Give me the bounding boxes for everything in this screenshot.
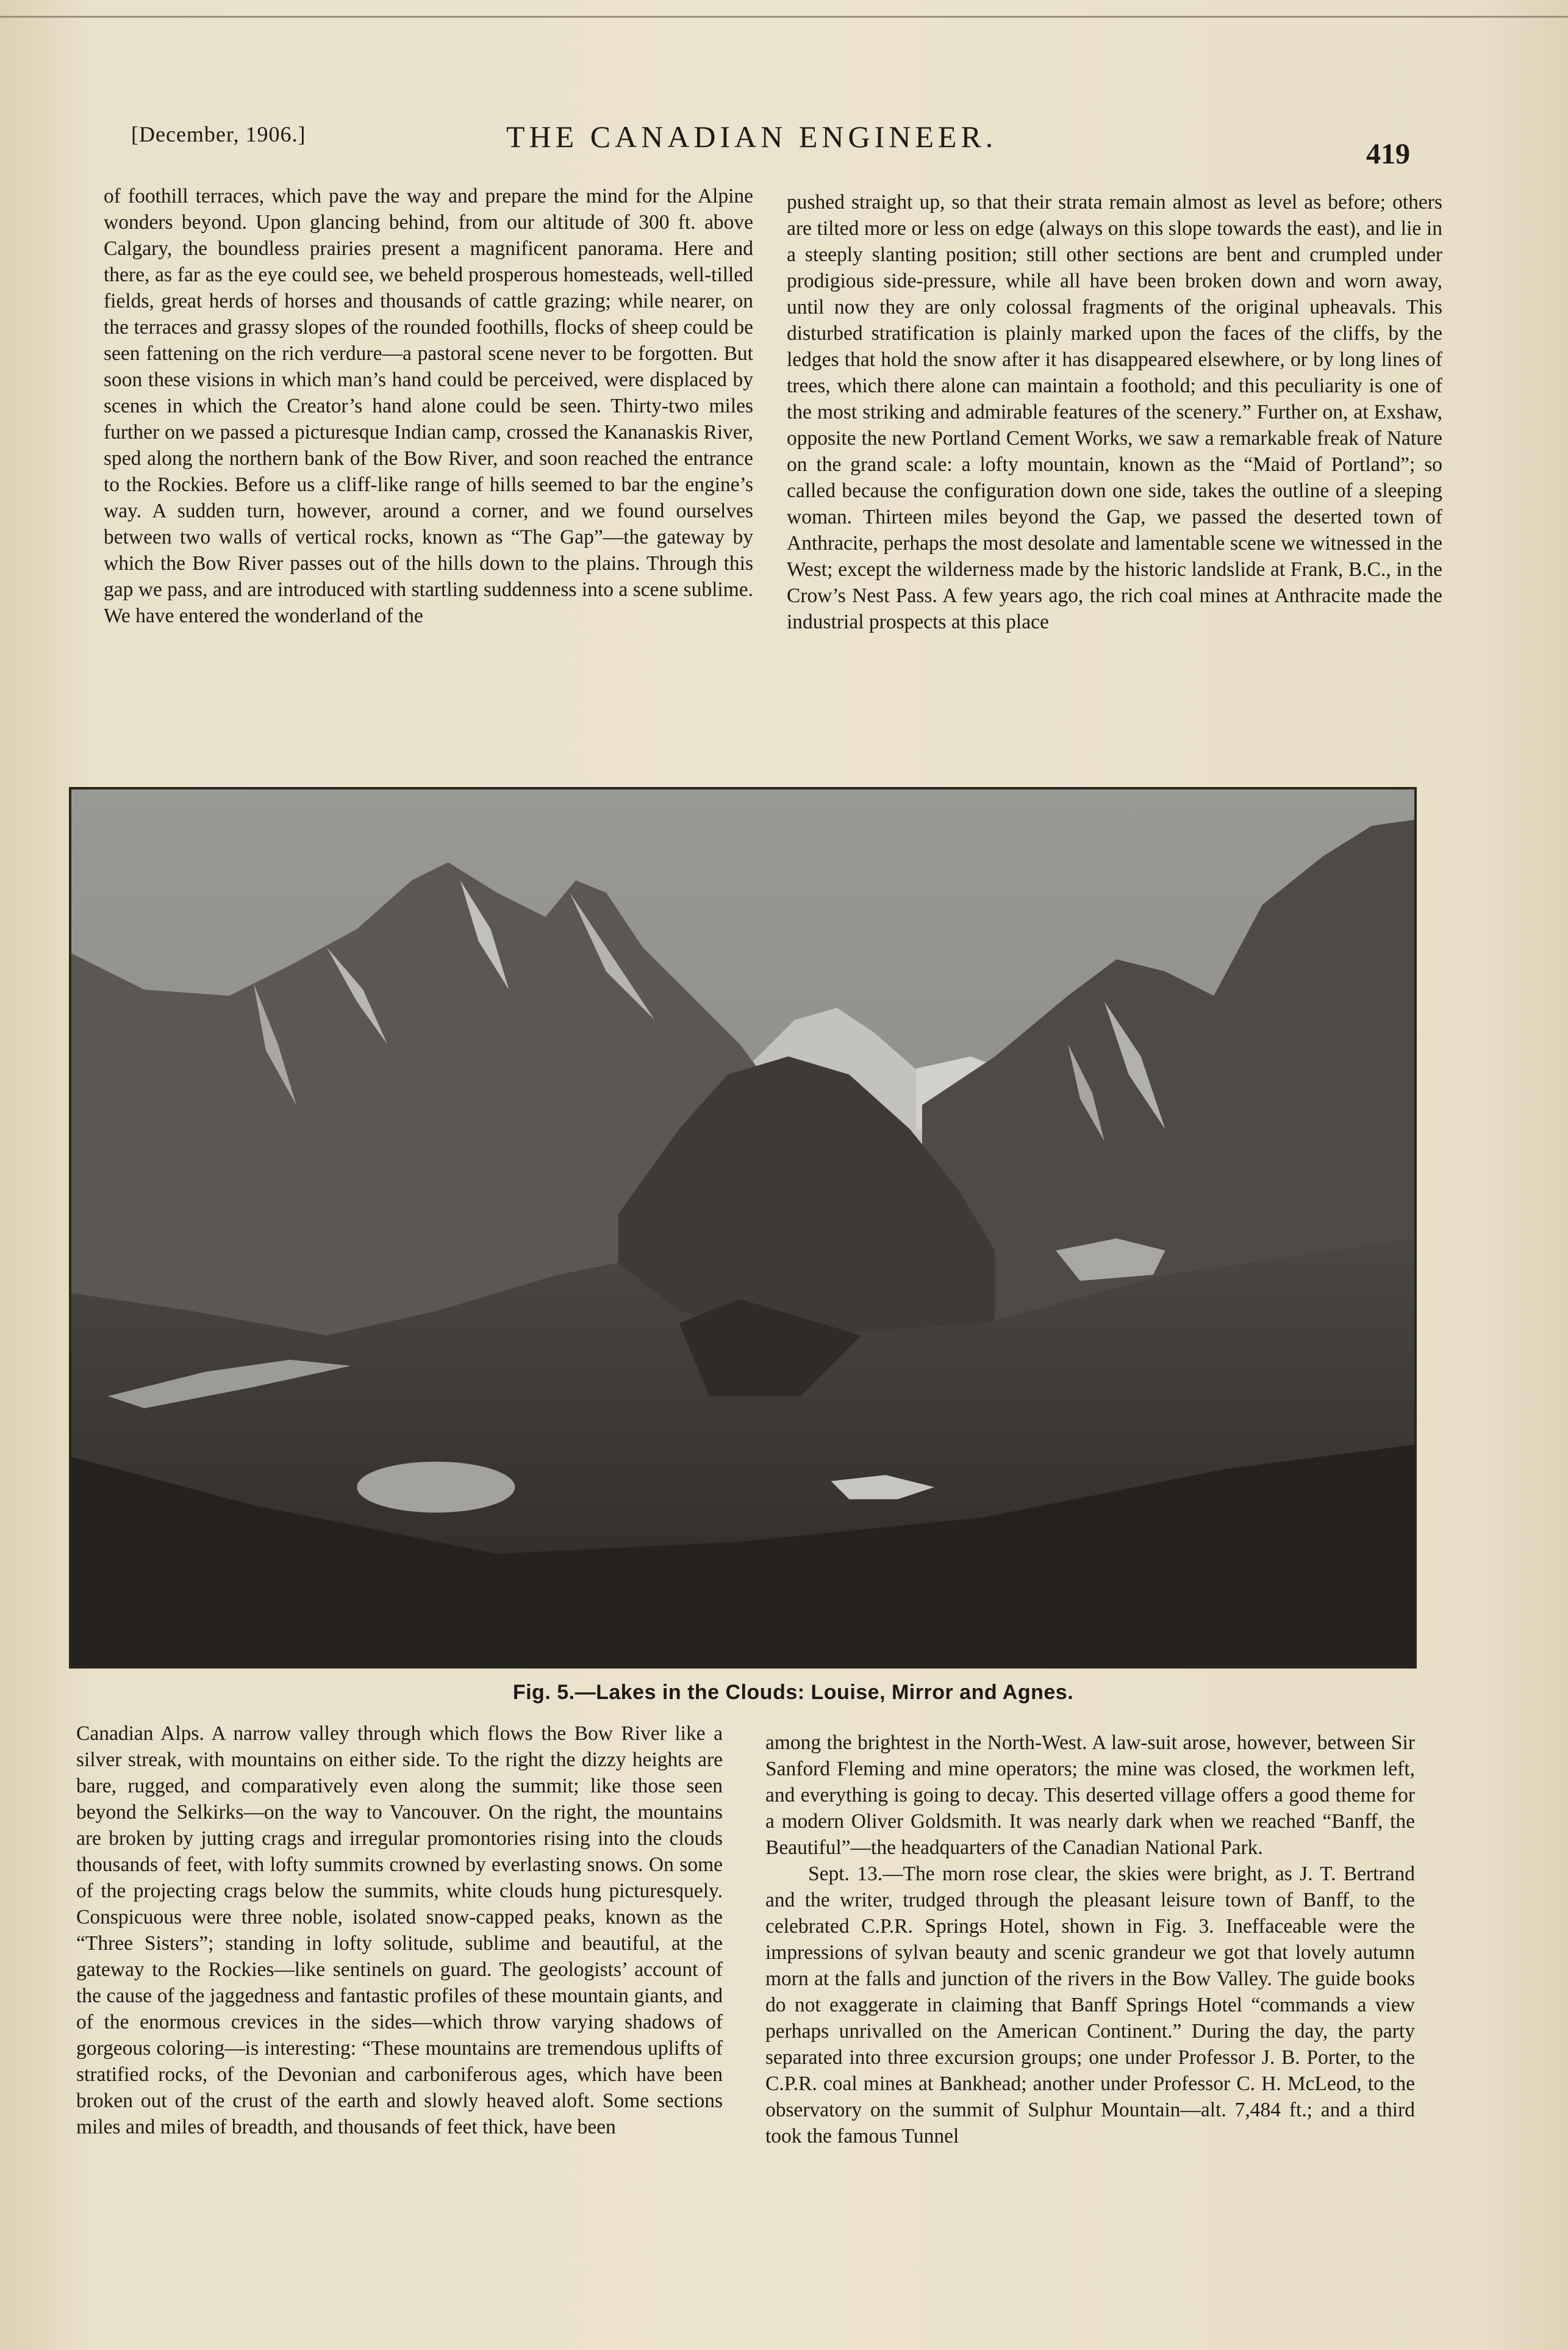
mountain-landscape-image xyxy=(71,789,1414,1666)
column-top-right xyxy=(787,189,1442,635)
figure-caption-text: —Lakes in the Clouds: Louise, Mirror and Agnes. xyxy=(575,1681,1074,1704)
figure-photo-mountain-lakes xyxy=(69,787,1417,1669)
column-bottom-left xyxy=(76,1720,723,2140)
paragraph: of foothill terraces, which pave the way and prepare the mind for the Alpine wonders beyond. Upon glancing behind, from our altitude of 300 ft. above Calgary, the boundless prairies present a magnificent panorama. Here and there, as far as the eye could see, we beheld prosperous homesteads, well-tilled fields, great herds of horses and thousands of cattle grazing; while nearer, on the terraces and grassy slopes of the rounded foothills, flocks of sheep could be seen fattening on the rich verdure—a pastoral scene never to be forgotten. But soon these visions in which man’s hand could be perceived, were displaced by scenes in which the Creator’s hand alone could be seen. Thirty-two miles further on we passed a picturesque Indian camp, crossed the Kananaskis River, sped along the northern bank of the Bow River, and soon reached the entrance to the Rockies. Before us a cliff-like range of hills seemed to bar the engine’s way. A sudden turn, however, around a corner, and we found ourselves between two walls of vertical rocks, known as “The Gap”—the gateway by which the Bow River passes out of the hills down to the plains. Through this gap we pass, and are introduced with startling suddenness into a scene sublime. We have entered the wonderland of the xyxy=(104,185,753,627)
figure-label: Fig. 5. xyxy=(512,1681,575,1704)
page-header xyxy=(0,119,1568,168)
paragraph: Canadian Alps. A narrow valley through which flows the Bow River like a silver streak, with mountains on either side. To the right the dizzy heights are bare, rugged, and comparatively even along the summit; like those seen beyond the Selkirks—on the way to Vancouver. On the right, the mountains are broken by jutting crags and irregular promontories rising into the clouds thousands of feet, with lofty summits crowned by everlasting snows. On some of the projecting crags below the summits, white clouds hung picturesquely. Conspicuous were three noble, isolated snow-capped peaks, known as the “Three Sisters”; standing in lofty solitude, sublime and beautiful, at the gateway to the Rockies—like sentinels on guard. The geologists’ account of the cause of the jaggedness and fantastic profiles of these mountain giants, and of the enormous crevices in the sides—which throw varying shadows of gorgeous coloring—is interesting: “These mountains are tremendous uplifts of stratified rocks, of the Devonian and carboniferous ages, which have been broken out of the crust of the earth and slowly heaved aloft. Some sections miles and miles of breadth, and thousands of feet thick, have been xyxy=(76,1722,723,2138)
column-top-left xyxy=(104,183,753,629)
paragraph: among the brightest in the North-West. A law-suit arose, however, between Sir Sanford Fleming and mine operators; the mine was closed, the workmen left, and everything is going to decay. This deserted village offers a good theme for a modern Oliver Goldsmith. It was nearly dark when we reached “Banff, the Beautiful”—the headquarters of the Canadian National Park. xyxy=(765,1731,1415,1859)
journal-title: THE CANADIAN ENGINEER. xyxy=(506,120,998,154)
issue-date: [December, 1906.] xyxy=(131,122,306,146)
top-rule xyxy=(0,16,1568,18)
page-number: 419 xyxy=(1366,138,1410,170)
paragraph: Sept. 13.—The morn rose clear, the skies were bright, as J. T. Bertrand and the writer, trudged through the pleasant leisure town of Banff, to the celebrated C.P.R. Springs Hotel, shown in Fig. 3. Ineffaceable were the impressions of sylvan beauty and scenic grandeur we got that lovely autumn morn at the falls and junction of the rivers in the Bow Valley. The guide books do not exaggerate in claiming that Banff Springs Hotel “commands a view perhaps unrivalled on the American Continent.” During the day, the party separated into three excursion groups; one under Professor J. B. Porter, to the C.P.R. coal mines at Bankhead; another under Professor C. H. McLeod, to the observatory on the summit of Sulphur Mountain—alt. 7,484 ft.; and a third took the famous Tunnel xyxy=(765,1863,1415,2147)
column-bottom-right xyxy=(765,1730,1415,2149)
paragraph: pushed straight up, so that their strata remain almost as level as before; others are tilted more or less on edge (always on this slope towards the east), and lie in a steeply slanting position; still other sections are bent and crumpled under prodigious side-pressure, while all have been broken down and worn away, until now they are only colossal fragments of the original upheavals. This disturbed stratification is plainly marked upon the faces of the cliffs, by the ledges that hold the snow after it has disappeared elsewhere, or by long lines of trees, which there alone can maintain a foothold; and this peculiarity is one of the most striking and admirable features of the scenery.” Further on, at Exshaw, opposite the new Portland Cement Works, we saw a remarkable freak of Nature on the grand scale: a lofty mountain, known as the “Maid of Portland”; so called because the configuration down one side, takes the outline of a sleeping woman. Thirteen miles beyond the Gap, we passed the deserted town of Anthracite, perhaps the most desolate and lamentable scene we witnessed in the West; except the wilderness made by the historic landslide at Frank, B.C., in the Crow’s Nest Pass. A few years ago, the rich coal mines at Anthracite made the industrial prospects at this place xyxy=(787,191,1442,633)
figure-caption xyxy=(0,1681,1568,1705)
